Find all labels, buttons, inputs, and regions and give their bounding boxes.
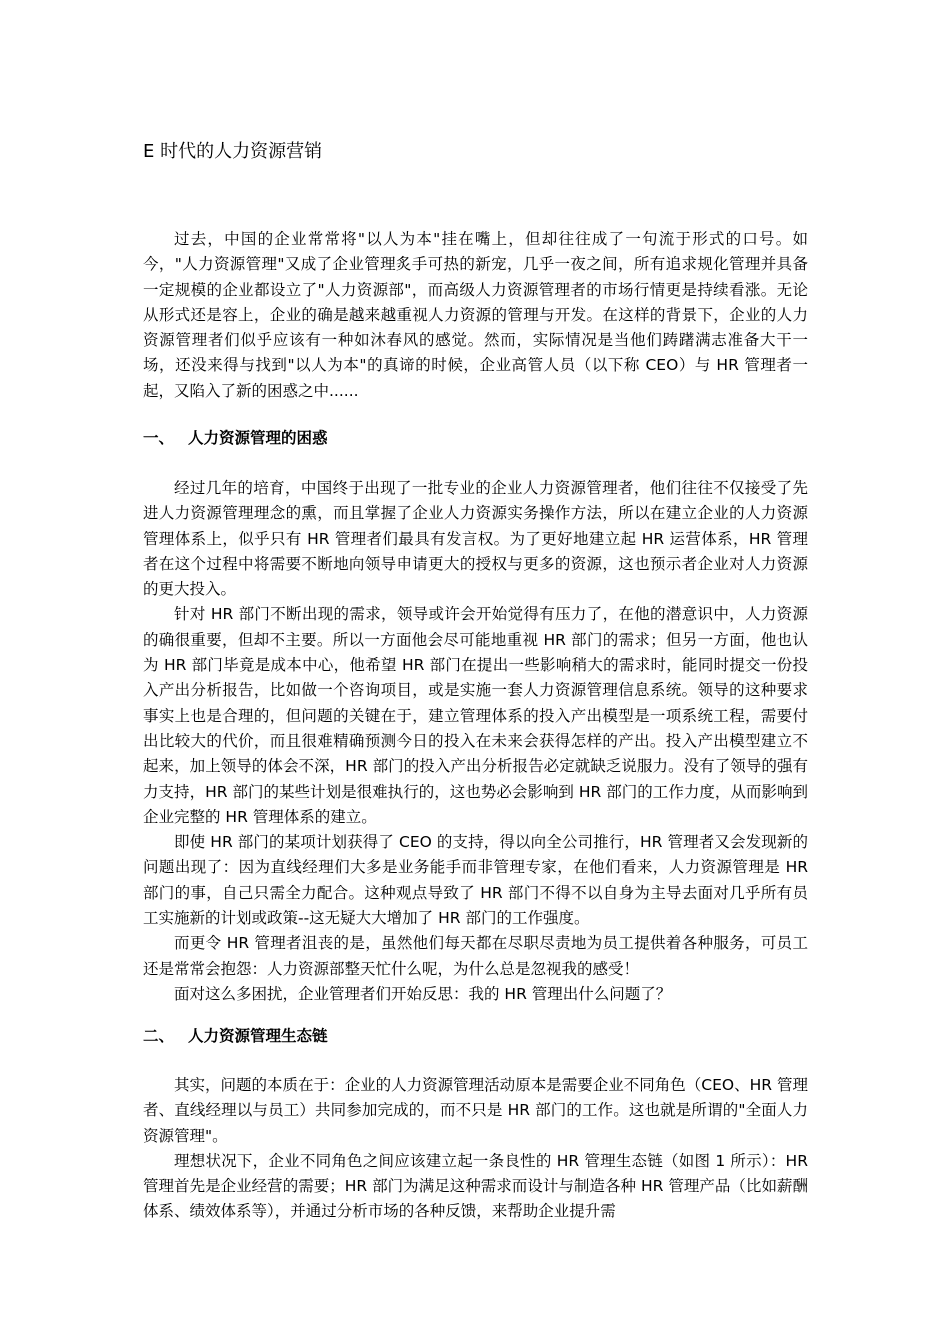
- section-2-paragraph: 理想状况下，企业不同角色之间应该建立起一条良性的 HR 管理生态链（如图 1 所示）：HR 管理首先是企业经营的需要；HR 部门为满足这种需求而设计与制造各种 HR 管理产品（比如薪酬体系、绩效体系等），并通过分析市场的各种反馈，来帮助企业提升需: [143, 1151, 808, 1221]
- section-1-paragraph: 而更令 HR 管理者沮丧的是，虽然他们每天都在尽职尽责地为员工提供着各种服务，可员工还是常常会抱怨：人力资源部整天忙什么呢，为什么总是忽视我的感受！: [143, 934, 808, 978]
- section-1-paragraph: 经过几年的培育，中国终于出现了一批专业的企业人力资源管理者，他们往往不仅接受了先进人力资源管理理念的熏，而且掌握了企业人力资源实务操作方法，所以在建立企业的人力资源管理体系上，似乎只有 HR 管理者们最具有发言权。为了更好地建立起 HR 运营体系，HR 管理者在这个过程中将需要不断地向领导申请更大的授权与更多的资源，这也预示者企业对人力资源的更大投入。: [143, 479, 808, 599]
- section-2-paragraph: 其实，问题的本质在于：企业的人力资源管理活动原本是需要企业不同角色（CEO、HR 管理者、直线经理以与员工）共同参加完成的，而不只是 HR 部门的工作。这也就是所谓的"全面人力资源管理"。: [143, 1076, 808, 1145]
- intro-paragraph: 过去，中国的企业常常将"以人为本"挂在嘴上，但却往往成了一句流于形式的口号。如今，"人力资源管理"又成了企业管理炙手可热的新宠，几乎一夜之间，所有追求规化管理并具备一定规模的企业都设立了"人力资源部"，而高级人力资源管理者的市场行情更是持续看涨。无论从形式还是容上，企业的确是越来越重视人力资源的管理与开发。在这样的背景下，企业的人力资源管理者们似乎应该有一种如沐春风的感觉。然而，实际情况是当他们踌躇满志准备大干一场，还没来得与找到"以人为本"的真谛的时候，企业高管人员（以下称 CEO）与 HR 管理者一起，又陷入了新的困惑之中......: [143, 230, 808, 400]
- section-1-number: 一、: [143, 429, 175, 447]
- section-1-body: [143, 476, 808, 1007]
- section-2-body: [143, 1073, 808, 1225]
- document-title: E 时代的人力资源营销: [143, 141, 323, 162]
- section-2-heading: [143, 1024, 328, 1048]
- section-1-paragraph: 面对这么多困扰，企业管理者们开始反思：我的 HR 管理出什么问题了？: [174, 984, 672, 1003]
- section-1-paragraph: 针对 HR 部门不断出现的需求，领导或许会开始觉得有压力了，在他的潜意识中，人力资源的确很重要，但却不主要。所以一方面他会尽可能地重视 HR 部门的需求；但另一方面，他也认为 HR 部门毕竟是成本中心，他希望 HR 部门在提出一些影响稍大的需求时，能同时提交一份投入产出分析报告，比如做一个咨询项目，或是实施一套人力资源管理信息系统。领导的这种要求事实上也是合理的，但问题的关键在于，建立管理体系的投入产出模型是一项系统工程，需要付出比较大的代价，而且很难精确预测今日的投入在未来会获得怎样的产出。投入产出模型建立不起来，加上领导的体会不深，HR 部门的投入产出分析报告必定就缺乏说服力。没有了领导的强有力支持，HR 部门的某些计划是很难执行的，这也势必会影响到 HR 部门的工作力度，从而影响到企业完整的 HR 管理体系的建立。: [143, 605, 808, 826]
- intro-paragraph-block: [143, 227, 808, 404]
- section-2-title: 人力资源管理生态链: [188, 1027, 328, 1045]
- section-2-number: 二、: [143, 1027, 175, 1045]
- section-1-paragraph: 即使 HR 部门的某项计划获得了 CEO 的支持，得以向全公司推行，HR 管理者又会发现新的问题出现了：因为直线经理们大多是业务能手而非管理专家，在他们看来，人力资源管理是 HR 部门的事，自己只需全力配合。这种观点导致了 HR 部门不得不以自身为主导去面对几乎所有员工实施新的计划或政策--这无疑大大增加了 HR 部门的工作强度。: [143, 833, 808, 928]
- section-1-title: 人力资源管理的困惑: [188, 429, 328, 447]
- section-1-heading: [143, 426, 328, 450]
